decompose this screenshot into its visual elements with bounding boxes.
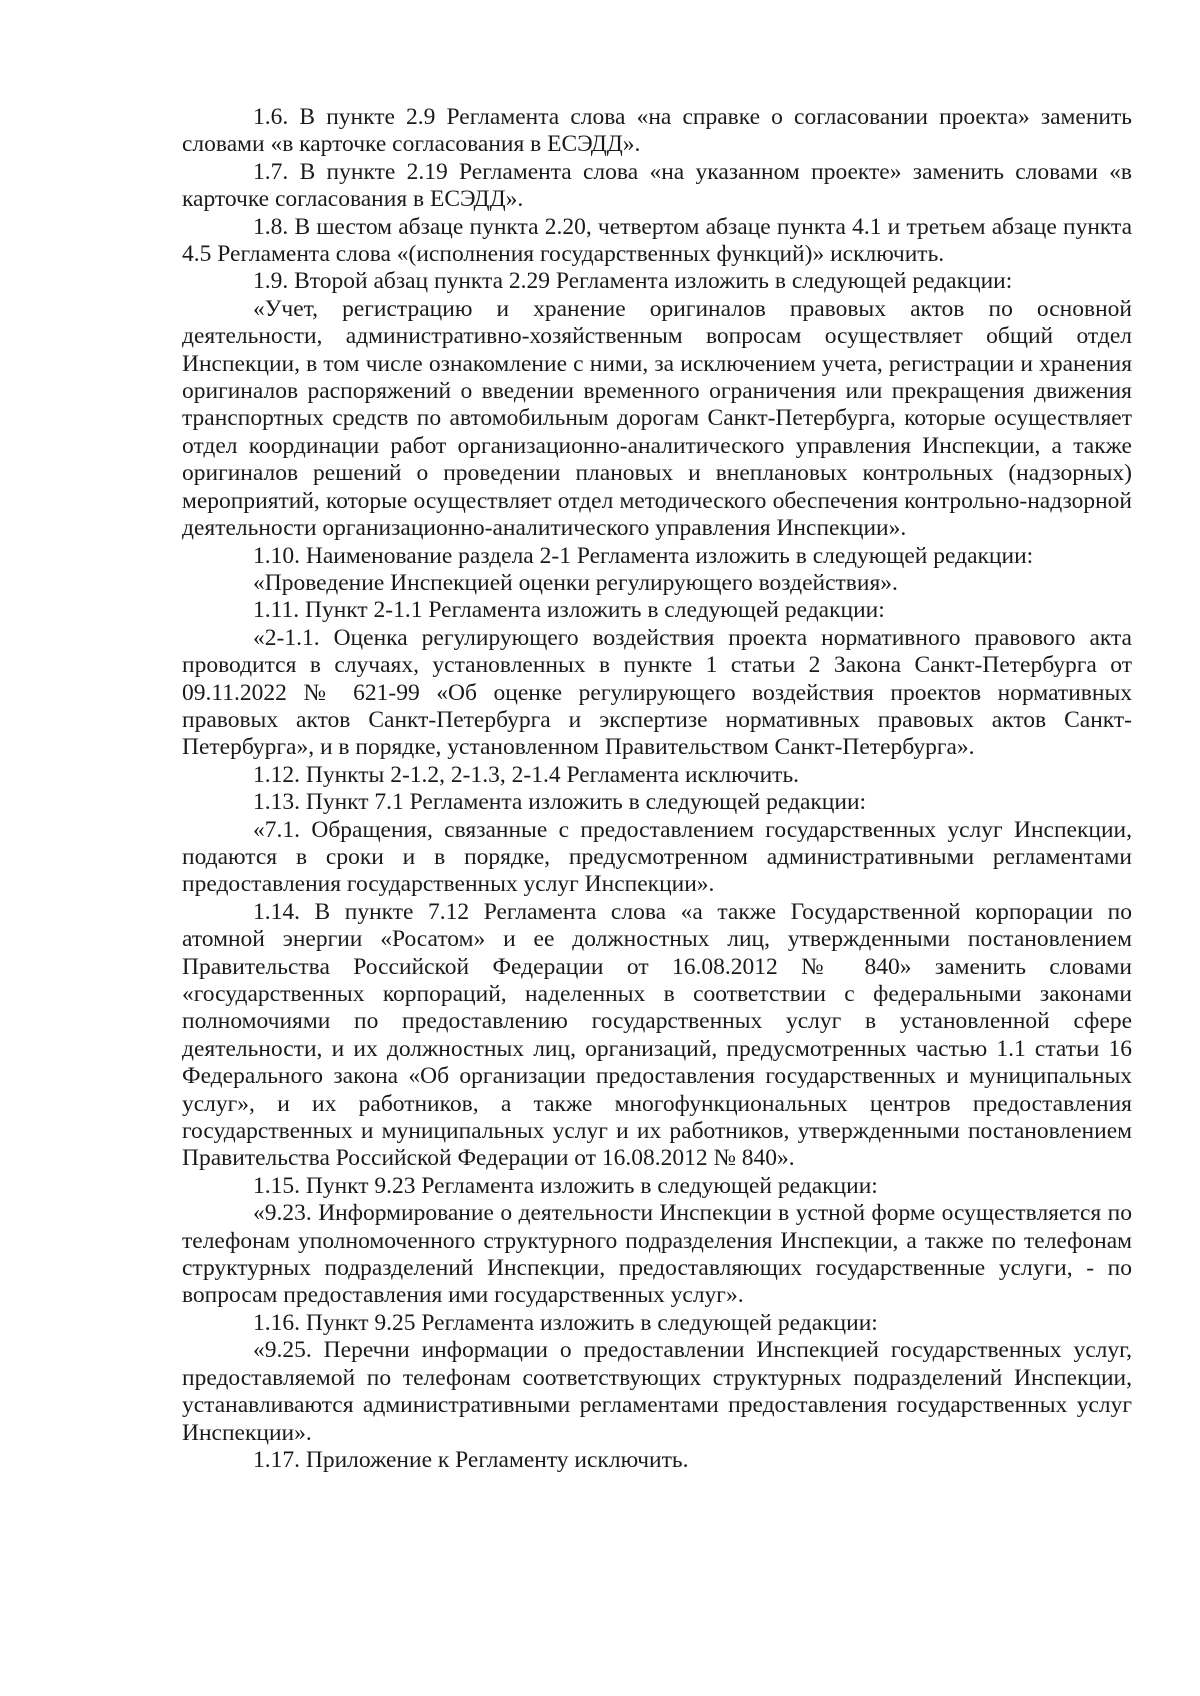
paragraph-1-14: 1.14. В пункте 7.12 Регламента слова «а также Государственной корпорации по атомной энергии «Росатом» и ее должностных лиц, утвержденными постановлением Правительства Российской Федерации от 16.08.2012 № 840» заменить словами «государственных корпораций, наделенных в соответствии с федеральными законами полномочиями по предоставлению государственных услуг в установленной сфере деятельности, и их должностных лиц, организаций, предусмотренных частью 1.1 статьи 16 Федерального закона «Об организации предоставления государственных и муниципальных услуг», и их работников, а также многофункциональных центров предоставления государственных и муниципальных услуг и их работников, утвержденными постановлением Правительства Российской Федерации от 16.08.2012 № 840». (182, 898, 1132, 1172)
paragraph-1-16: 1.16. Пункт 9.25 Регламента изложить в следующей редакции: (253, 1309, 878, 1336)
paragraph-1-16-quote: «9.25. Перечни информации о предоставлении Инспекцией государственных услуг, предоставляемой по телефонам соответствующих структурных подразделений Инспекции, устанавливаются административными регламентами предоставления государственных услуг Инспекции». (182, 1337, 1132, 1446)
paragraph-1-17: 1.17. Приложение к Регламенту исключить. (253, 1446, 689, 1473)
document-page (182, 104, 1132, 1474)
paragraph-1-6: 1.6. В пункте 2.9 Регламента слова «на справке о согласовании проекта» заменить словами «в карточке согласования в ЕСЭДД». (182, 104, 1132, 158)
paragraph-1-9-quote: «Учет, регистрацию и хранение оригиналов правовых актов по основной деятельности, административно-хозяйственным вопросам осуществляет общий отдел Инспекции, в том числе ознакомление с ними, за исключением учета, регистрации и хранения оригиналов распоряжений о введении временного ограничения или прекращения движения транспортных средств по автомобильным дорогам Санкт-Петербурга, которые осуществляет отдел координации работ организационно-аналитического управления Инспекции, а также оригиналов решений о проведении плановых и внеплановых контрольных (надзорных) мероприятий, которые осуществляет отдел методического обеспечения контрольно-надзорной деятельности организационно-аналитического управления Инспекции». (182, 295, 1132, 542)
paragraph-1-10-quote: «Проведение Инспекцией оценки регулирующего воздействия». (253, 569, 898, 596)
paragraph-1-12: 1.12. Пункты 2-1.2, 2-1.3, 2-1.4 Регламента исключить. (253, 761, 800, 788)
paragraph-1-10: 1.10. Наименование раздела 2-1 Регламента изложить в следующей редакции: (253, 542, 1034, 569)
paragraph-1-15-quote: «9.23. Информирование о деятельности Инспекции в устной форме осуществляется по телефонам уполномоченного структурного подразделения Инспекции, а также по телефонам структурных подразделений Инспекции, предоставляющих государственные услуги, - по вопросам предоставления ими государственных услуг». (182, 1200, 1132, 1309)
paragraph-1-7: 1.7. В пункте 2.19 Регламента слова «на указанном проекте» заменить словами «в карточке согласования в ЕСЭДД». (182, 158, 1132, 213)
paragraph-1-15: 1.15. Пункт 9.23 Регламента изложить в следующей редакции: (253, 1172, 878, 1199)
paragraph-1-11: 1.11. Пункт 2-1.1 Регламента изложить в следующей редакции: (253, 597, 885, 624)
paragraph-1-13-quote: «7.1. Обращения, связанные с предоставлением государственных услуг Инспекции, подаются в сроки и в порядке, предусмотренном административными регламентами предоставления государственных услуг Инспекции». (182, 816, 1132, 898)
paragraph-1-13: 1.13. Пункт 7.1 Регламента изложить в следующей редакции: (253, 789, 867, 816)
paragraph-1-11-quote: «2-1.1. Оценка регулирующего воздействия проекта нормативного правового акта проводится в случаях, установленных в пункте 1 статьи 2 Закона Санкт-Петербурга от 09.11.2022 № 621-99 «Об оценке регулирующего воздействия проектов нормативных правовых актов Санкт-Петербурга и экспертизе нормативных правовых актов Санкт-Петербурга», и в порядке, установленном Правительством Санкт-Петербурга». (182, 624, 1132, 761)
paragraph-1-8: 1.8. В шестом абзаце пункта 2.20, четвертом абзаце пункта 4.1 и третьем абзаце пункта 4.5 Регламента слова «(исполнения государственных функций)» исключить. (182, 213, 1132, 268)
paragraph-1-9: 1.9. Второй абзац пункта 2.29 Регламента изложить в следующей редакции: (253, 268, 1013, 295)
